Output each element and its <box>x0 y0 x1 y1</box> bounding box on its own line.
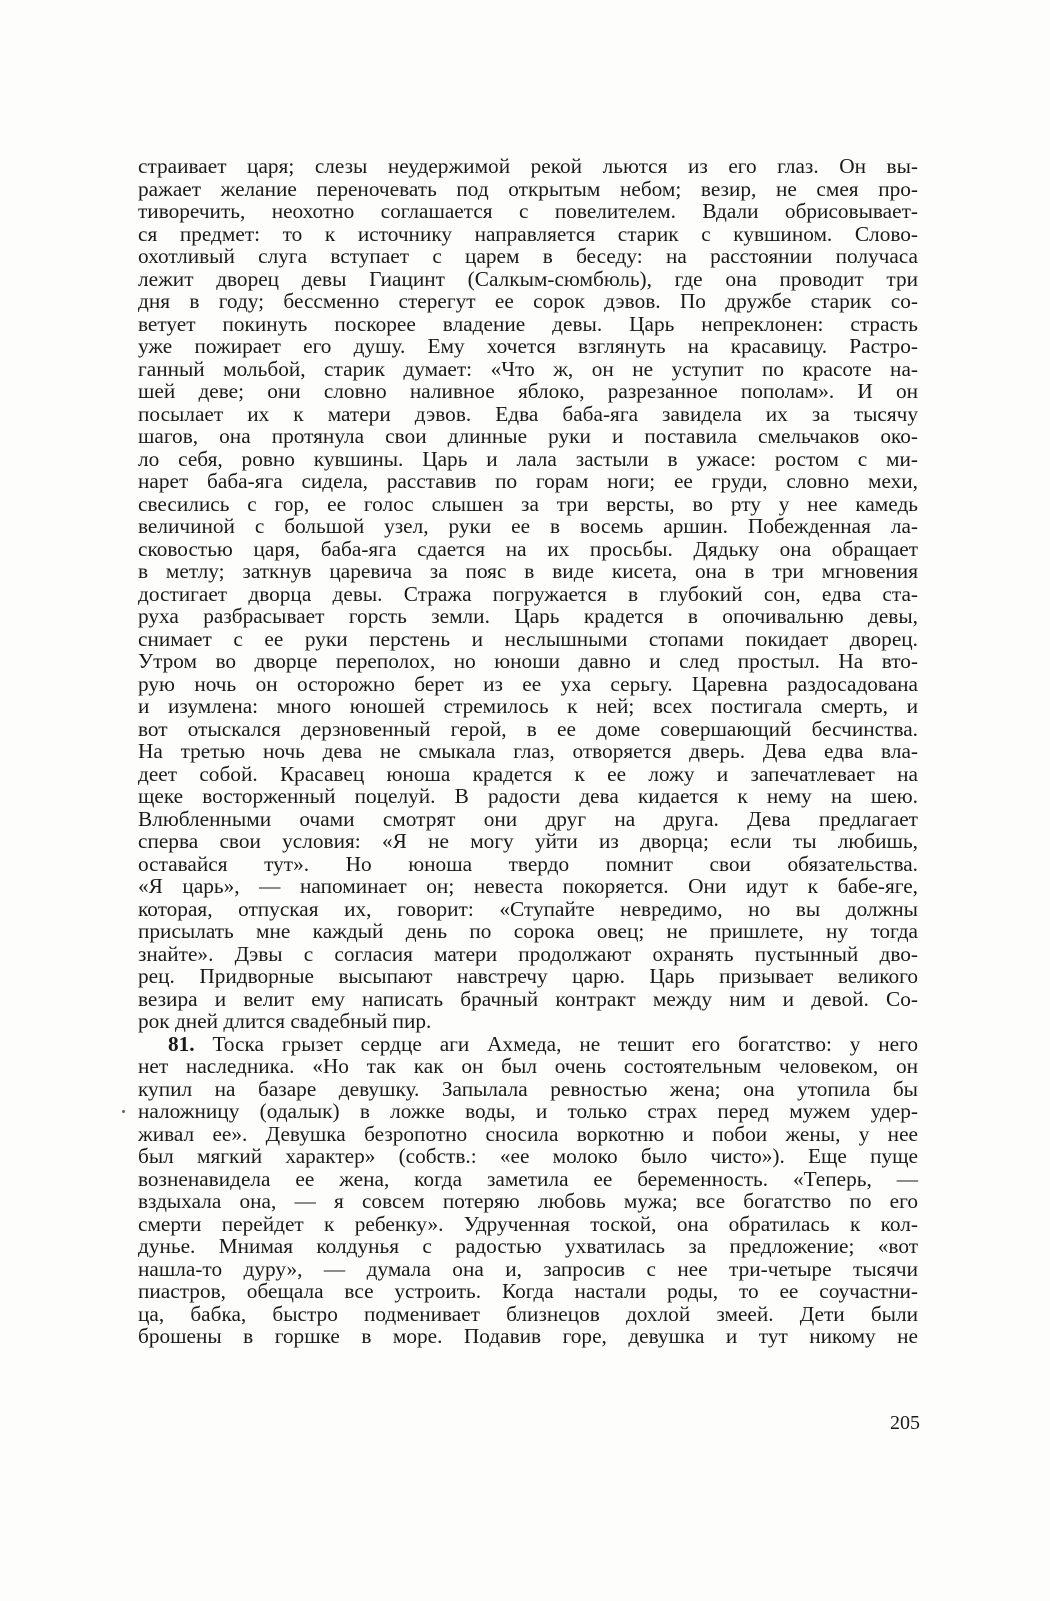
text-line: уже пожирает его душу. Ему хочется взглянуть на красавицу. Растро- <box>138 334 918 358</box>
text-line: охотливый слуга вступает с царем в беседу: на расстоянии получаса <box>138 244 918 268</box>
text-line: ца, бабка, быстро подменивает близнецов дохлой змеей. Дети были <box>138 1301 918 1326</box>
text-line: знайте». Дэвы с согласия матери продолжают охранять пустынный дво- <box>138 941 918 966</box>
text-line: и изумлена: много юношей стремилось к ней; всех постигала смерть, и <box>138 694 918 718</box>
text-line: нет наследника. «Но так как он был очень состоятельным человеком, он <box>138 1054 918 1078</box>
text-line <box>138 1033 918 1056</box>
text-line: ло себя, ровно кувшины. Царь и лала застыли в ужасе: ростом с ми- <box>138 446 918 471</box>
text-line: живал ее». Девушка безропотно сносила воркотню и побои жены, у нее <box>138 1121 918 1146</box>
page-number: 205 <box>890 1412 920 1434</box>
text-line: посылает их к матери дэвов. Едва баба-яга завидела их за тысячу <box>138 401 918 426</box>
text-line: присылать мне каждый день по сорока овец; не пришлете, ну тогда <box>138 919 918 943</box>
text-line: дунье. Мнимая колдунья с радостью ухватилась за предложение; «вот <box>138 1234 918 1258</box>
text-line: «Я царь», — напоминает он; невеста покоряется. Они идут к бабе-яге, <box>138 874 918 898</box>
text-line: деет собой. Красавец юноша крадется к ее ложу и запечатлевает на <box>138 761 918 786</box>
text-line: руха разбрасывает горсть земли. Царь крадется в опочивальню девы, <box>138 604 918 628</box>
text-line: был мягкий характер» (собств.: «ее молоко было чисто»). Еще пуще <box>138 1144 918 1168</box>
text-line: Влюбленными очами смотрят они друг на друга. Дева предлагает <box>138 806 918 831</box>
text-line: нарет баба-яга сидела, расставив по горам ноги; ее груди, словно мехи, <box>138 469 918 493</box>
paragraph-81 <box>138 1033 918 1348</box>
text-line: в метлу; заткнув царевича за пояс в виде кисета, она в три мгновения <box>138 559 918 583</box>
text-line: купил на базаре девушку. Запылала ревностью жена; она утопила бы <box>138 1076 918 1101</box>
text-line: дня в году; бессменно стерегут ее сорок дэвов. По дружбе старик со- <box>138 289 918 313</box>
text-line: везира и велит ему написать брачный контракт между ним и девой. Со- <box>138 986 918 1011</box>
body-text <box>138 155 918 1348</box>
text-line: рую ночь он осторожно берет из ее уха серьгу. Царевна раздосадована <box>138 671 918 696</box>
text-line: возненавидела ее жена, когда заметила ее беременность. «Теперь, — <box>138 1166 918 1191</box>
text-line: щеке восторженный поцелуй. В радости дева кидается к нему на шею. <box>138 784 918 808</box>
text-line: вот отыскался дерзновенный герой, в ее доме совершающий бесчинства. <box>138 716 918 741</box>
text-line: смерти перейдет к ребенку». Удрученная тоской, она обратилась к кол- <box>138 1211 918 1236</box>
text-line: рец. Придворные высыпают навстречу царю. Царь призывает великого <box>138 964 918 988</box>
text-line: ражает желание переночевать под открытым небом; везир, не смея про- <box>138 176 918 201</box>
text-line: брошены в горшке в море. Подавив горе, девушка и тут никому не <box>138 1324 918 1348</box>
paragraph-number: 81. <box>168 1031 195 1056</box>
text-line: шагов, она протянула свои длинные руки и поставила смельчаков око- <box>138 424 918 448</box>
text-line: шей деве; они словно наливное яблоко, разрезанное пополам». И он <box>138 379 918 403</box>
text-line: рок дней длится свадебный пир. <box>138 1009 432 1033</box>
text-line: лежит дворец девы Гиацинт (Салкым-сюмбюль), где она проводит три <box>138 266 918 291</box>
text-line: страивает царя; слезы неудержимой рекой льются из его глаз. Он вы- <box>138 154 918 178</box>
text-line: снимает с ее руки перстень и неслышными стопами покидает дворец. <box>138 626 918 651</box>
text-line: Утром во дворце переполох, но юноши давно и след простыл. На вто- <box>138 649 918 673</box>
text-line: вздыхала она, — я совсем потеряю любовь мужа; все богатство по его <box>138 1189 918 1213</box>
paragraph-80-continuation <box>138 155 918 1033</box>
text-line: тиворечить, неохотно соглашается с повелителем. Вдали обрисовывает- <box>138 199 918 223</box>
text-line: ветует покинуть поскорее владение девы. Царь непреклонен: страсть <box>138 311 918 336</box>
text-line: свесились с гор, ее голос слышен за три версты, во рту у нее камедь <box>138 491 918 516</box>
text-line: ганный мольбой, старик думает: «Что ж, он не уступит по красоте на- <box>138 356 918 381</box>
text-line: достигает дворца девы. Стража погружается в глубокий сон, едва ста- <box>138 581 918 606</box>
paragraph-first-line-text: Тоска грызет сердце аги Ахмеда, не тешит его богатство: у него <box>194 1031 918 1056</box>
text-line: нашла-то дуру», — думала она и, запросив с нее три-четыре тысячи <box>138 1256 918 1281</box>
text-line: сковостью царя, баба-яга сдается на их просьбы. Дядьку она обращает <box>138 536 918 561</box>
text-line: сперва свои условия: «Я не могу уйти из дворца; если ты любишь, <box>138 829 918 853</box>
text-line: На третью ночь дева не смыкала глаз, отворяется дверь. Дева едва вла- <box>138 739 918 763</box>
text-line: пиастров, обещала все устроить. Когда настали роды, то ее соучастни- <box>138 1279 918 1303</box>
text-line: наложницу (одалык) в ложке воды, и только страх перед мужем удер- <box>138 1099 918 1123</box>
text-line: которая, отпуская их, говорит: «Ступайте невредимо, но вы должны <box>138 896 918 921</box>
text-line: величиной с большой узел, руки ее в восемь аршин. Побежденная ла- <box>138 514 918 538</box>
text-line: оставайся тут». Но юноша твердо помнит свои обязательства. <box>138 851 918 876</box>
margin-dot <box>122 1110 125 1113</box>
text-line: ся предмет: то к источнику направляется старик с кувшином. Слово- <box>138 221 918 246</box>
